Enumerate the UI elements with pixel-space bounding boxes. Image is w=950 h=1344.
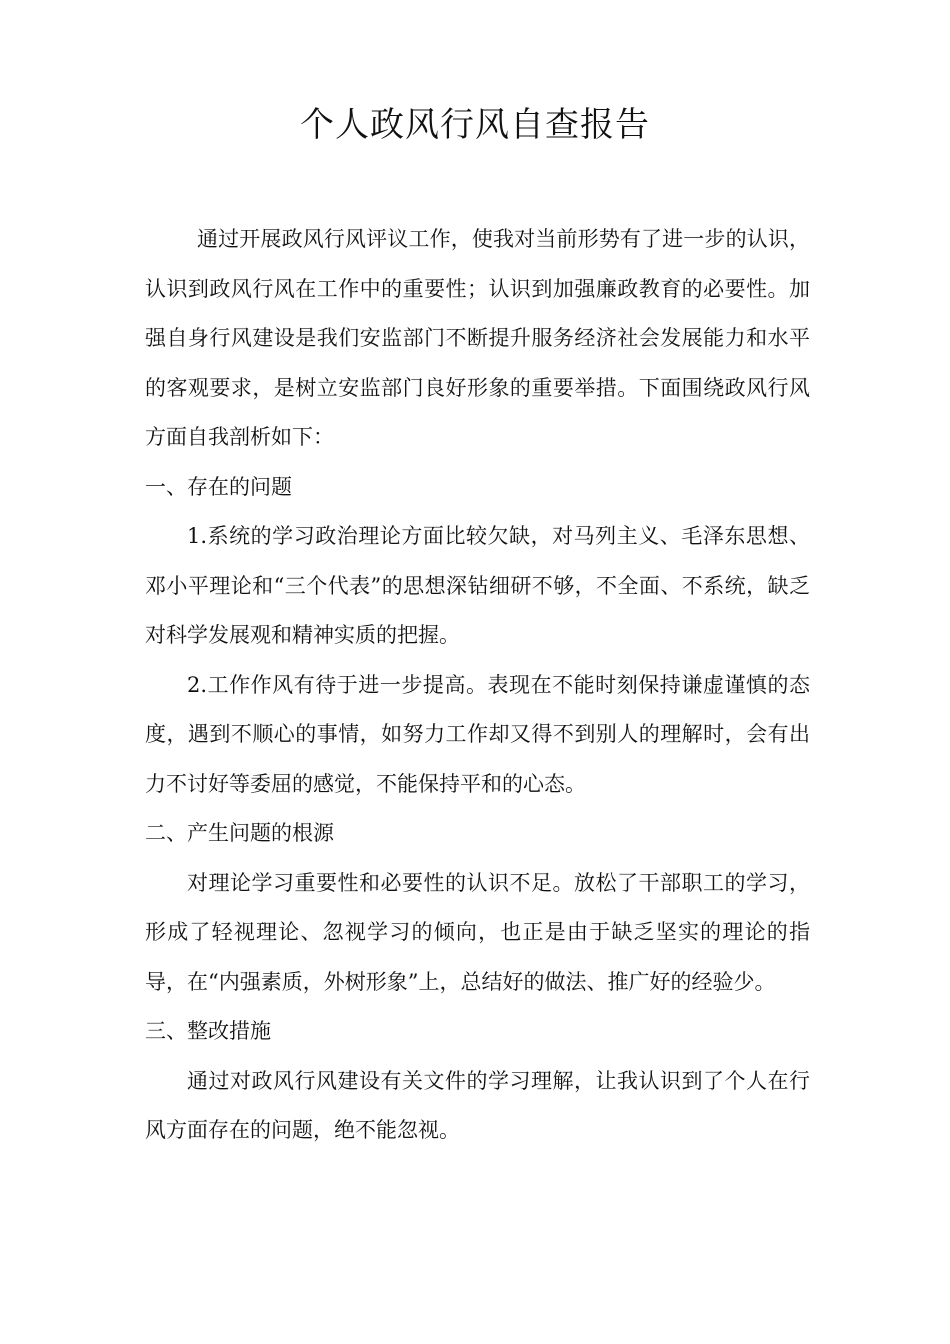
document-title: 个人政风行风自查报告 [300,105,650,145]
section-heading-problems: 一、存在的问题 [145,474,292,499]
section-heading-causes: 二、产生问题的根源 [145,821,334,845]
problem-item-1: 1.系统的学习政治理论方面比较欠缺，对马列主义、毛泽东思想、邓小平理论和“三个代表”的思想深钻细研不够，不全面、不系统，缺乏对科学发展观和精神实质的把握。 [145,524,810,647]
section-heading-measures: 三、整改措施 [145,1019,271,1043]
causes-paragraph: 对理论学习重要性和必要性的认识不足。放松了干部职工的学习，形成了轻视理论、忽视学习的倾向，也正是由于缺乏坚实的理论的指导，在“内强素质，外树形象”上，总结好的做法、推广好的经验少。 [145,870,810,994]
intro-paragraph: 通过开展政风行风评议工作，使我对当前形势有了进一步的认识，认识到政风行风在工作中的重要性；认识到加强廉政教育的必要性。加强自身行风建设是我们安监部门不断提升服务经济社会发展能力和水平的客观要求，是树立安监部门良好形象的重要举措。下面围绕政风行风方面自我剖析如下： [145,227,810,449]
problem-item-2: 2.工作作风有待于进一步提高。表现在不能时刻保持谦虚谨慎的态度，遇到不顺心的事情，如努力工作却又得不到别人的理解时，会有出力不讨好等委屈的感觉，不能保持平和的心态。 [145,672,810,796]
document-body [145,215,810,1156]
measures-paragraph: 通过对政风行风建设有关文件的学习理解，让我认识到了个人在行风方面存在的问题，绝不能忽视。 [145,1068,810,1142]
